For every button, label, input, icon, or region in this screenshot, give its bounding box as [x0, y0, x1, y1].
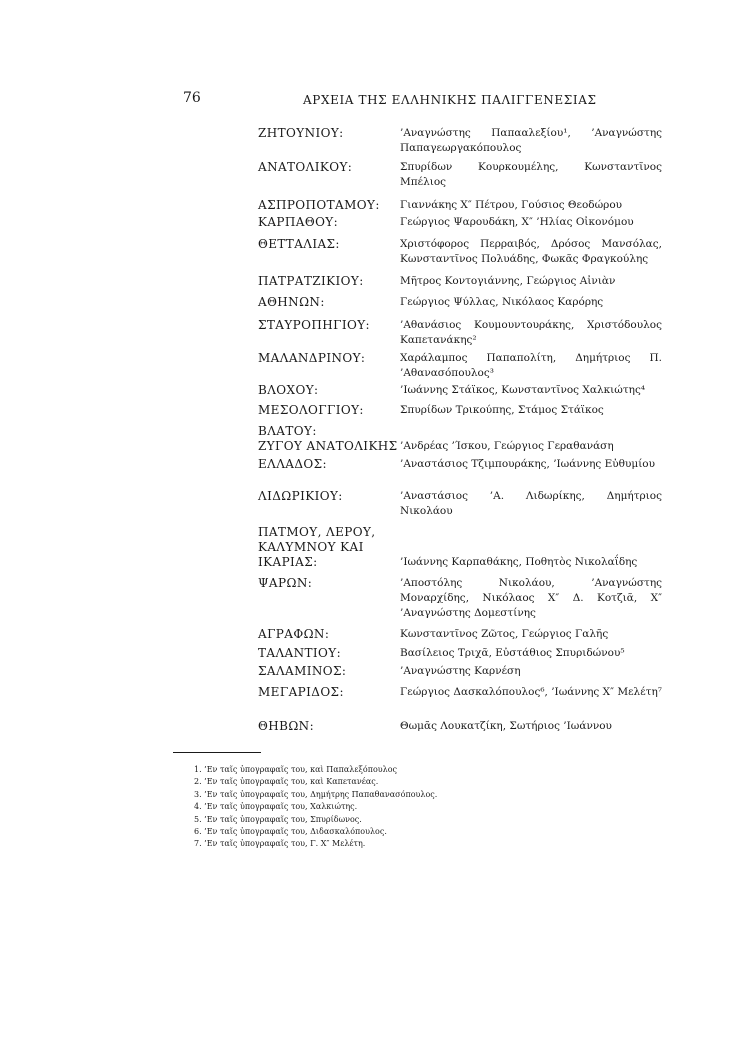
footnote: 6. ’Εν ταῖς ὑπογραφαῖς του, Διδασκαλόπουλος.	[194, 827, 387, 837]
footnotes	[194, 764, 437, 851]
region-label: ΕΛΛΑΔΟΣ:	[258, 457, 327, 471]
region-label: ΚΑΡΠΑΘΟΥ:	[258, 215, 339, 229]
running-head: ΑΡΧΕΙΑ ΤΗΣ ΕΛΛΗΝΙΚΗΣ ΠΑΛΙΓΓΕΝΕΣΙΑΣ	[303, 93, 597, 107]
delegate-names: ’Ιωάννης Καρπαθάκης, Ποθητὸς Νικολαΐδης	[400, 556, 638, 568]
delegate-names: Γιαννάκης Χ″ Πέτρου, Γούσιος Θεοδώρου	[400, 199, 623, 211]
delegate-names: Κωνσταντῖνος Ζῶτος, Γεώργιος Γαλῆς	[400, 628, 609, 640]
delegate-names: Γεώργιος Δασκαλόπουλος⁶, ’Ιωάννης Χ″ Μελέτη⁷	[400, 686, 662, 698]
footnote: 4. ’Εν ταῖς ὑπογραφαῖς του, Χαλκιώτης.	[194, 802, 358, 812]
delegate-names: ’Αποστόλης Νικολάου, ’Αναγνώστης Μοναρχίδης, Νικόλαος Χ″ Δ. Κοτζιᾶ, Χ″ ’Αναγνώστης Δομεστίνης	[400, 577, 662, 619]
footnote: 1. ’Εν ταῖς ὑπογραφαῖς του, καὶ Παπαλεξόπουλος	[194, 765, 397, 774]
delegate-names: Μῆτρος Κοντογιάννης, Γεώργιος Αἰνιὰν	[400, 275, 616, 287]
region-label: ΒΛΟΧΟΥ:	[258, 383, 319, 397]
region-label: ΨΑΡΩΝ:	[258, 576, 313, 590]
region-label: ΠΑΤΜΟΥ, ΛΕΡΟΥ, ΚΑΛΥΜΝΟΥ ΚΑΙ ΙΚΑΡΙΑΣ:	[258, 525, 376, 569]
footnote: 2. ’Εν ταῖς ὑπογραφαῖς του, καὶ Καπετανέας.	[194, 777, 379, 787]
region-label: ΑΝΑΤΟΛΙΚΟΥ:	[258, 160, 353, 174]
delegate-names: ’Αναγνώστης Καρνέση	[400, 665, 521, 677]
region-label: ΣΤΑΥΡΟΠΗΓΙΟΥ:	[258, 318, 370, 332]
delegate-names: Σπυρίδων Τρικούπης, Στάμος Στάϊκος	[400, 404, 604, 416]
region-label: ΑΣΠΡΟΠΟΤΑΜΟΥ:	[258, 198, 380, 212]
delegate-names: Σπυρίδων Κουρκουμέλης, Κωνσταντῖνος Μπέλιος	[400, 161, 662, 188]
region-label: ΠΑΤΡΑΤΖΙΚΙΟΥ:	[258, 274, 364, 288]
page-number: 76	[183, 90, 201, 106]
footnote: 5. ’Εν ταῖς ὑπογραφαῖς του, Σπυρίδωνος.	[194, 814, 362, 824]
region-label: ΑΓΡΑΦΩΝ:	[258, 627, 330, 641]
region-label: ΜΕΓΑΡΙΔΟΣ:	[258, 685, 344, 699]
delegate-names: ’Αναστάσιος Τζιμπουράκης, ’Ιωάννης Εὐθυμίου	[400, 458, 656, 470]
region-label: ΜΕΣΟΛΟΓΓΙΟΥ:	[258, 403, 364, 417]
delegate-names: ’Αναστάσιος ’Α. Λιδωρίκης, Δημήτριος Νικολάου	[400, 490, 662, 517]
delegate-names: ’Αθανάσιος Κουμουντουράκης, Χριστόδουλος Καπετανάκης²	[400, 319, 662, 346]
region-label: ΒΛΑΤΟΥ: ΖΥΓΟΥ ΑΝΑΤΟΛΙΚΗΣ	[258, 424, 398, 453]
delegate-names: Χριστόφορος Περραιβός, Δρόσος Μανσόλας, Κωνσταντῖνος Πολυάδης, Φωκᾶς Φραγκούλης	[400, 238, 662, 265]
region-label: ΖΗΤΟΥΝΙΟΥ:	[258, 126, 344, 140]
region-label: ΛΙΔΩΡΙΚΙΟΥ:	[258, 489, 343, 503]
region-label: ΜΑΛΑΝΔΡΙΝΟΥ:	[258, 351, 366, 365]
region-label: ΘΗΒΩΝ:	[258, 719, 315, 733]
footnote: 3. ’Εν ταῖς ὑπογραφαῖς του, Δημήτρης Παπαθανασόπουλος.	[194, 789, 438, 799]
region-label: ΑΘΗΝΩΝ:	[258, 295, 325, 309]
footnote-rule	[173, 752, 261, 753]
delegate-names: Γεώργιος Ψύλλας, Νικόλαος Καρόρης	[400, 296, 604, 308]
delegate-names: ’Ανδρέας ’Ίσκου, Γεώργιος Γεραθανάση	[400, 440, 614, 452]
delegate-names: Γεώργιος Ψαρουδάκη, Χ″ ’Ηλίας Οἰκονόμου	[400, 216, 634, 228]
delegate-names: ’Ιωάννης Στάϊκος, Κωνσταντῖνος Χαλκιώτης⁴	[400, 384, 646, 396]
region-label: ΤΑΛΑΝΤΙΟΥ:	[258, 646, 342, 660]
delegate-names: Βασίλειος Τριχᾶ, Εὐστάθιος Σπυριδώνου⁵	[400, 647, 625, 659]
delegate-names: Θωμᾶς Λουκατζίκη, Σωτήριος ’Ιωάννου	[400, 720, 612, 732]
region-label: ΘΕΤΤΑΛΙΑΣ:	[258, 237, 340, 251]
delegate-names: ’Αναγνώστης Παπααλεξίου¹, ’Αναγνώστης Παπαγεωργακόπουλος	[400, 127, 662, 154]
footnote: 7. ’Εν ταῖς ὑπογραφαῖς του, Γ. Χ″ Μελέτη.	[194, 839, 366, 849]
delegate-names: Χαράλαμπος Παπαπολίτη, Δημήτριος Π. ’Αθανασόπουλος³	[400, 352, 662, 379]
region-label: ΣΑΛΑΜΙΝΟΣ:	[258, 664, 347, 678]
